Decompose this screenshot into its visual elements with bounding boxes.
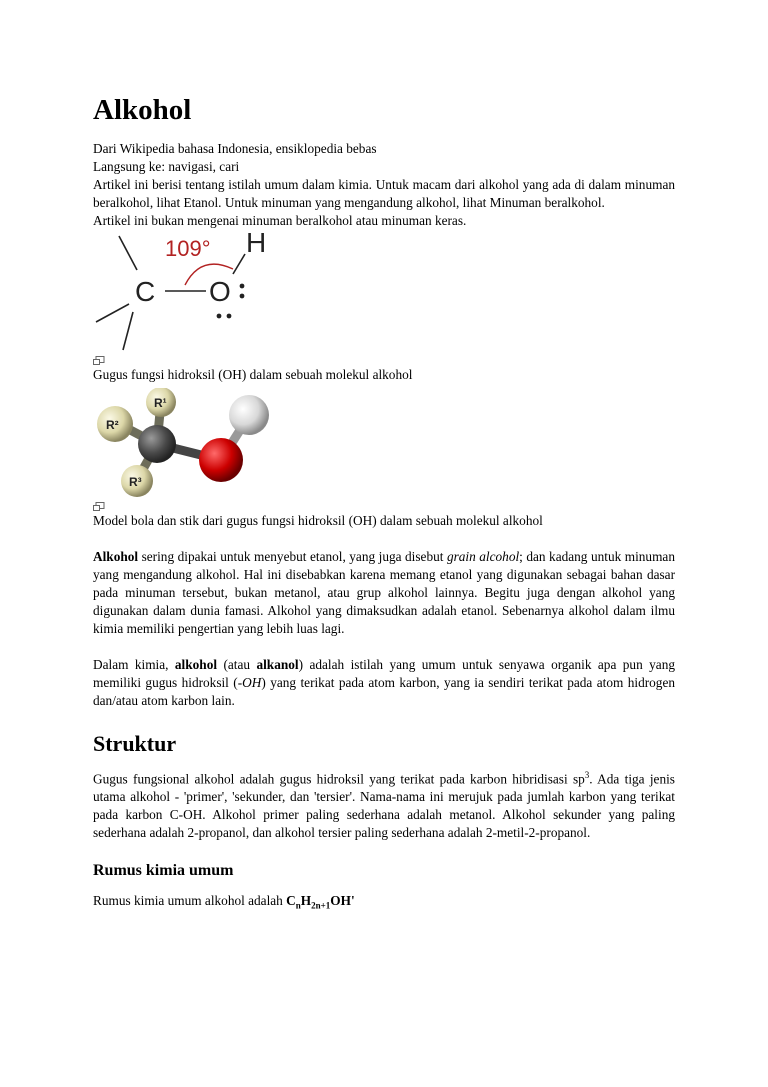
figure1-caption: Gugus fungsi hidroksil (OH) dalam sebuah molekul alkohol [93, 367, 413, 382]
hydroxyl-skeletal-diagram [93, 232, 293, 354]
article-content [93, 92, 675, 915]
ball-stick-model [93, 388, 283, 500]
hatnote-minuman: Artikel ini bukan mengenai minuman beralkohol atau minuman keras. [93, 213, 467, 228]
atom-hydrogen: H [246, 232, 267, 258]
paragraph-definition: Dalam kimia, alkohol (atau alkanol) adalah istilah yang umum untuk senyawa organik apa pun yang memiliki gugus hidroksil (-OH) yang terikat pada atom karbon, yang ia sendiri terikat pada atom hidrogen dan/atau atom karbon lain. [93, 657, 676, 708]
nav-line: Langsung ke: navigasi, cari [93, 159, 240, 174]
figure2-caption: Model bola dan stik dari gugus fungsi hidroksil (OH) dalam sebuah molekul alkohol [93, 513, 543, 528]
hatnote-etanol: Artikel ini berisi tentang istilah umum dalam kimia. Untuk macam dari alkohol yang ada di dalam minuman beralkohol, lihat Etanol. Untuk minuman yang mengandung alkohol, lihat Minuman beralkohol. [93, 177, 675, 210]
general-formula: $C_nH_{2n+1}OH'$ [286, 893, 355, 912]
page-title: Alkohol [93, 94, 192, 126]
enlarge-icon[interactable] [93, 356, 105, 366]
source-line: Dari Wikipedia bahasa Indonesia, ensiklopedia bebas [93, 141, 377, 156]
paragraph-alkohol-intro: Alkohol sering dipakai untuk menyebut etanol, yang juga disebut grain alcohol; dan kadang untuk minuman yang mengandung alkohol. Hal ini disebabkan karena memang etanol yang digunakan sebagai bahan dasar pada minuman tersebut, bukan metanol, atau grup alkohol lainnya. Begitu juga dengan alkohol yang digunakan dalam dunia famasi. Alkohol yang dimaksudkan adalah etanol. Sebenarnya alkohol dalam ilmu kimia memiliki pengertian yang lebih luas lagi. [93, 549, 675, 636]
paragraph-struktur: Gugus fungsional alkohol adalah gugus hidroksil yang terikat pada karbon hibridisasi $sp^3$. Ada tiga jenis utama alkohol - 'primer', 'sekunder, dan 'tersier'. Nama-nama ini merujuk pada jumlah karbon yang terikat pada karbon C-OH. Alkohol primer paling sederhana adalah metanol. Alkohol sekunder yang paling sederhana adalah 2-propanol, dan alkohol tersier paling sederhana adalah 2-metil-2-propanol. [93, 770, 675, 841]
angle-label: 109° [165, 236, 211, 261]
subsection-heading-rumus: Rumus kimia umum [93, 862, 234, 880]
r3-label: R³ [129, 475, 142, 489]
term-alkohol: Alkohol [93, 549, 139, 564]
atom-oxygen: O [209, 276, 231, 307]
paragraph-rumus: Rumus kimia umum alkohol adalah $C_nH_{2n+1}OH'$ [93, 893, 355, 912]
enlarge-icon[interactable] [93, 502, 105, 512]
section-heading-struktur: Struktur [93, 731, 177, 756]
r2-label: R² [106, 418, 119, 432]
atom-carbon: C [135, 276, 156, 307]
r1-label: R¹ [154, 396, 167, 410]
term-grain-alcohol: grain alcohol [446, 549, 520, 564]
